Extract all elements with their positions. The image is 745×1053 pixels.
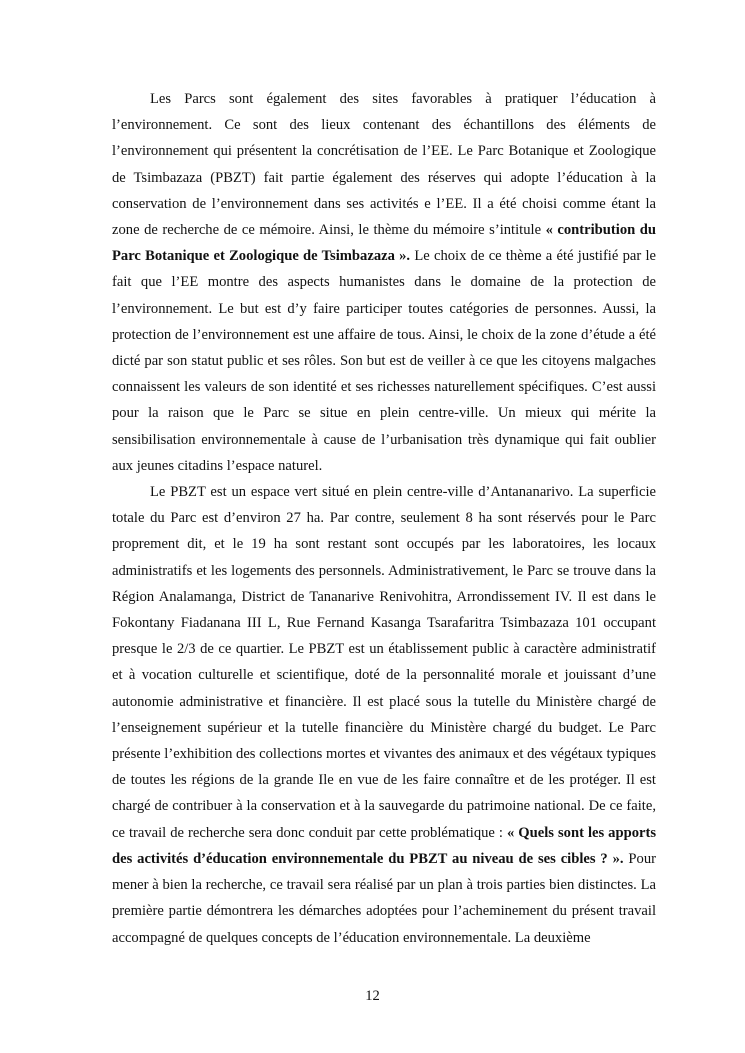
memoir-theme-title: « contribution du Parc Botanique et Zoologique de Tsimbazaza ». bbox=[112, 222, 656, 265]
paragraph-1-text: Les Parcs sont également des sites favorables à pratiquer l’éducation à l’environnement. Ce sont des lieux contenant des échantillons des éléments de l’environnement qui présentent la concrétisation de l’EE. Le Parc Botanique et Zoologique de Tsimbazaza (PBZT) fait partie également des réserves qui adopte l’éducation à la conservation de l’environnement dans ses activités e l’EE. Il a été choisi comme étant la zone de recherche de ce mémoire. Ainsi, le thème du mémoire s’intitule bbox=[112, 91, 656, 239]
page-number: 12 bbox=[365, 988, 380, 1004]
research-question: « Quels sont les apports des activités d’éducation environnementale du PBZT au niveau de ses cibles ? ». bbox=[112, 824, 657, 867]
paragraph-2-text: Le PBZT est un espace vert situé en plein centre-ville d’Antananarivo. La superficie totale du Parc est d’environ 27 ha. Par contre, seulement 8 ha sont réservés pour le Parc proprement dit, et le 19 ha sont restant sont occupés par les laboratoires, les locaux administratifs et les logements des personnels. Administrativement, le Parc se trouve dans la Région Analamanga, District de Tananarive Renivohitra, Arrondissement IV. Il est dans le Fokontany Fiadanana III L, Rue Fernand Kasanga Tsarafaritra Tsimbazaza 101 occupant presque le 2/3 de ce quartier. Le PBZT est un établissement public à caractère administratif et à vocation culturelle et scientifique, doté de la personnalité morale et jouissant d’une autonomie administrative et financière. Il est placé sous la tutelle du Ministère chargé de l’enseignement supérieur et la tutelle financière du Ministère chargé du budget. Le Parc présente l’exhibition des collections mortes et vivantes des animaux et des végétaux typiques de toutes les régions de la grande Ile en vue de les faire connaître et de les protéger. Il est chargé de contribuer à la conservation et à la sauvegarde du patrimoine national. De ce faite, ce travail de recherche sera donc conduit par cette problématique : bbox=[112, 484, 656, 841]
body-text bbox=[112, 86, 656, 951]
paragraph-1 bbox=[112, 86, 656, 479]
paragraph-2 bbox=[112, 479, 656, 951]
paragraph-2-text-continued: Pour mener à bien la recherche, ce travail sera réalisé par un plan à trois parties bien distinctes. La première partie démontrera les démarches adoptées pour l’acheminement du présent travail accompagné de quelques concepts de l’éducation environnementale. La deuxième bbox=[112, 850, 656, 946]
paragraph-1-text-continued: Le choix de ce thème a été justifié par le fait que l’EE montre des aspects humanistes dans le domaine de la protection de l’environnement. Le but est d’y faire participer toutes catégories de personnes. Aussi, la protection de l’environnement est une affaire de tous. Ainsi, le choix de la zone d’étude a été dicté par son statut public et ses rôles. Son but est de veiller à ce que les citoyens malgaches connaissent les valeurs de son identité et ses richesses naturellement spécifiques. C’est aussi pour la raison que le Parc se situe en plein centre-ville. Un mieux qui mérite la sensibilisation environnementale à cause de l’urbanisation très dynamique qui fait oublier aux jeunes citadins l’espace naturel. bbox=[112, 248, 656, 474]
